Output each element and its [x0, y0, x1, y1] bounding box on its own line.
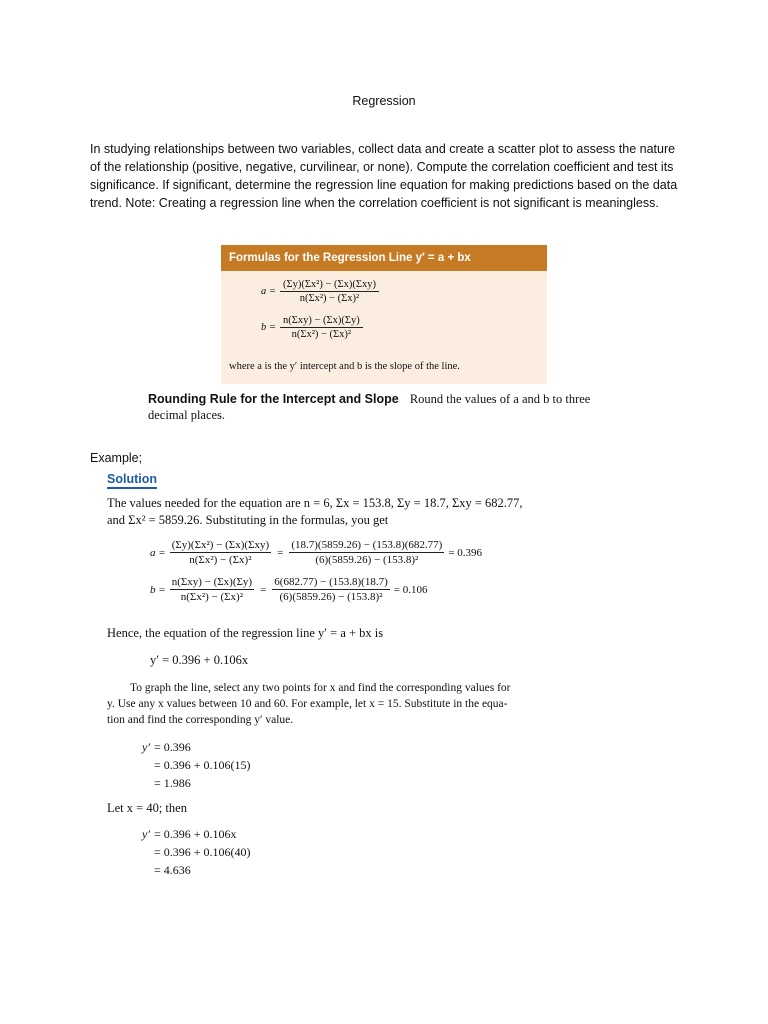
- intercept-denominator: n(Σx²) − (Σx)²: [299, 293, 360, 304]
- intercept-label: a =: [261, 286, 276, 297]
- slope-formula: [261, 315, 363, 340]
- formula-box: [221, 245, 547, 384]
- calc-b-denominator-values: (6)(5859.26) − (153.8)²: [279, 591, 383, 603]
- calc-b-equals: =: [260, 583, 267, 596]
- calc-x15-lhs: [120, 756, 154, 774]
- solution-section: [107, 472, 587, 489]
- graph-line-2: y. Use any x values between 10 and 60. For example, let x = 15. Substitute in the equa-: [107, 698, 508, 710]
- calc-x40-rhs: = 0.396 + 0.106(40): [154, 845, 251, 859]
- calc-a-label: a =: [150, 546, 166, 559]
- calc-b-numerator-values: 6(682.77) − (153.8)(18.7): [274, 576, 388, 588]
- intercept-calculation: [150, 539, 482, 566]
- calc-x40-lhs: [120, 843, 154, 861]
- calc-x15-row: [120, 756, 251, 774]
- slope-label: b =: [261, 322, 276, 333]
- calc-x40-lhs: y′: [142, 827, 150, 841]
- calc-x40: [120, 825, 251, 879]
- rounding-rule: [148, 391, 628, 423]
- hence-line: Hence, the equation of the regression line y′ = a + bx is: [107, 626, 384, 640]
- solution-line-1: The values needed for the equation are n = 6, Σx = 153.8, Σy = 18.7, Σxy = 682.77,: [107, 496, 523, 510]
- calc-x40-row: [120, 825, 251, 843]
- calc-a-numerator-values: (18.7)(5859.26) − (153.8)(682.77): [291, 539, 443, 551]
- calc-x15-lhs: y′: [142, 740, 150, 754]
- calc-x15: [120, 738, 251, 792]
- solution-line-2: and Σx² = 5859.26. Substituting in the formulas, you get: [107, 513, 389, 527]
- slope-calculation: [150, 576, 427, 603]
- calc-x40-rhs: = 0.396 + 0.106x: [154, 827, 237, 841]
- rounding-heading: Rounding Rule for the Intercept and Slope: [148, 392, 399, 406]
- slope-numerator: n(Σxy) − (Σx)(Σy): [280, 315, 363, 328]
- calc-x40-lhs: [120, 861, 154, 879]
- calc-x15-lhs: [120, 774, 154, 792]
- rounding-text: Round the values of a and b to three decimal places.: [148, 392, 591, 422]
- let-x-40: Let x = 40; then: [107, 801, 187, 815]
- calc-x40-row: [120, 861, 251, 879]
- calc-b-numerator: n(Σxy) − (Σx)(Σy): [171, 576, 253, 588]
- graph-line-1: To graph the line, select any two points for x and find the corresponding values for: [130, 682, 511, 694]
- calc-x40-row: [120, 843, 251, 861]
- graph-line-3: tion and find the corresponding y′ value.: [107, 714, 294, 726]
- regression-equation: y′ = 0.396 + 0.106x: [150, 653, 249, 667]
- calc-a-numerator: (Σy)(Σx²) − (Σx)(Σxy): [171, 539, 270, 551]
- calc-a-denominator-values: (6)(5859.26) − (153.8)²: [315, 554, 419, 566]
- example-label: Example;: [90, 451, 143, 465]
- calc-a-equals: =: [277, 546, 284, 559]
- calc-b-label: b =: [150, 583, 166, 596]
- calc-x15-rhs: = 0.396 + 0.106(15): [154, 758, 251, 772]
- calc-b-denominator: n(Σx²) − (Σx)²: [180, 591, 244, 603]
- intercept-numerator: (Σy)(Σx²) − (Σx)(Σxy): [280, 279, 379, 292]
- formula-note: where a is the y′ intercept and b is the slope of the line.: [229, 361, 460, 372]
- calc-x15-rhs: = 1.986: [154, 776, 191, 790]
- calc-b-result: = 0.106: [393, 583, 428, 596]
- calc-x15-row: [120, 774, 251, 792]
- intercept-formula: [261, 279, 379, 304]
- calc-x15-row: [120, 738, 251, 756]
- slope-denominator: n(Σx²) − (Σx)²: [291, 329, 352, 340]
- formula-box-header: Formulas for the Regression Line y′ = a + bx: [221, 245, 547, 271]
- calc-x40-rhs: = 4.636: [154, 863, 191, 877]
- intro-paragraph: In studying relationships between two variables, collect data and create a scatter plot to assess the nature of the relationship (positive, negative, curvilinear, or none). Compute the correlation coefficient and test its significance. If significant, determine the regression line equation for making predictions based on the data trend. Note: Creating a regression line when the correlation coefficient is not significant is meaningless.: [90, 142, 678, 210]
- solution-heading: Solution: [107, 472, 157, 489]
- calc-x15-rhs: = 0.396: [154, 740, 191, 754]
- calc-a-denominator: n(Σx²) − (Σx)²: [189, 554, 252, 566]
- calc-a-result: = 0.396: [448, 546, 483, 559]
- page-title: Regression: [352, 94, 416, 108]
